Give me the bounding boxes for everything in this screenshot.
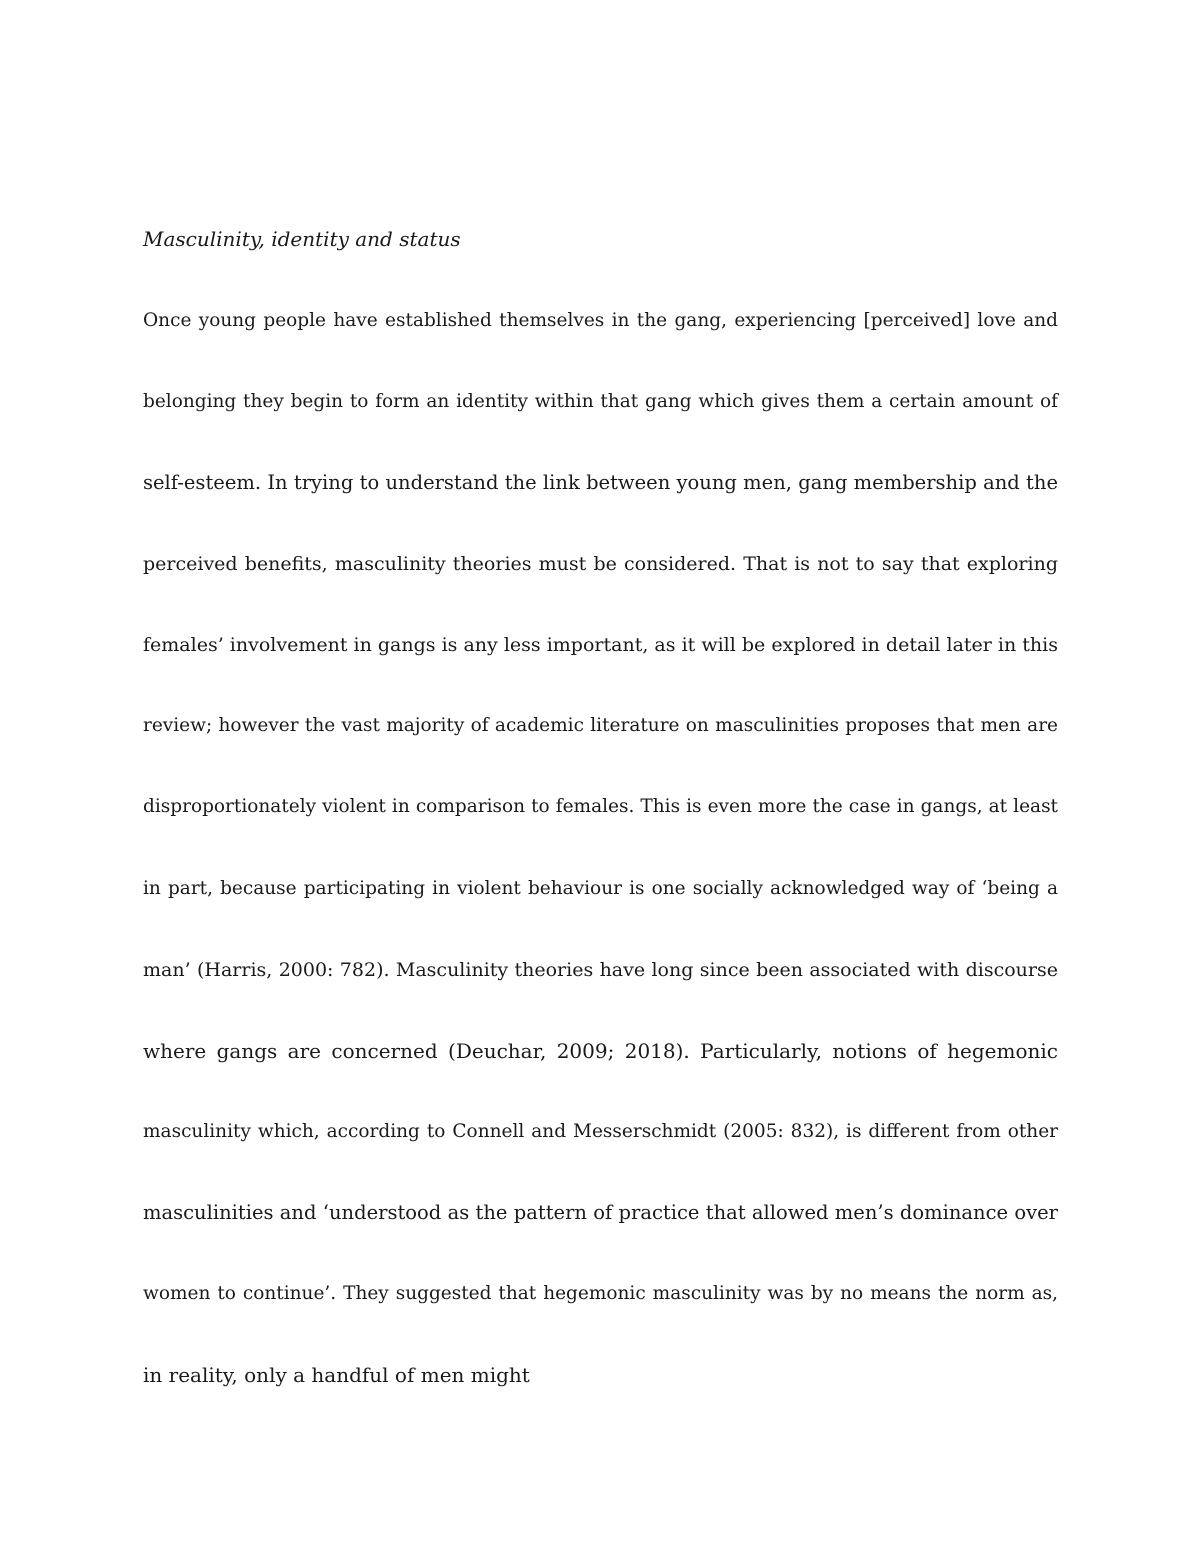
section-heading: Masculinity, identity and status <box>143 227 461 251</box>
body-text-line: man’ (Harris, 2000: 782). Masculinity theories have long since been associated with discourse <box>143 959 1058 981</box>
body-text-line: masculinity which, according to Connell and Messerschmidt (2005: 832), is different from other <box>143 1121 1058 1142</box>
body-text-line: females’ involvement in gangs is any less important, as it will be explored in detail later in this <box>143 634 1058 656</box>
body-text-line: Once young people have established themselves in the gang, experiencing [perceived] love and <box>143 310 1058 331</box>
body-text-line: review; however the vast majority of academic literature on masculinities proposes that men are <box>143 715 1058 736</box>
body-text-line: in reality, only a handful of men might <box>143 1363 530 1387</box>
body-text-line: belonging they begin to form an identity within that gang which gives them a certain amount of <box>143 391 1058 412</box>
body-text-line: perceived benefits, masculinity theories must be considered. That is not to say that exploring <box>143 553 1058 575</box>
body-text-line: in part, because participating in violent behaviour is one socially acknowledged way of ‘being a <box>143 878 1058 899</box>
body-text-line: masculinities and ‘understood as the pattern of practice that allowed men’s dominance over <box>143 1201 1058 1224</box>
body-text-line: women to continue’. They suggested that hegemonic masculinity was by no means the norm as, <box>143 1283 1058 1304</box>
body-text-line: self-esteem. In trying to understand the link between young men, gang membership and the <box>143 471 1058 494</box>
body-text-line: disproportionately violent in comparison to females. This is even more the case in gangs, at least <box>143 796 1058 817</box>
body-text-line: where gangs are concerned (Deuchar, 2009; 2018). Particularly, notions of hegemonic <box>143 1039 1058 1063</box>
